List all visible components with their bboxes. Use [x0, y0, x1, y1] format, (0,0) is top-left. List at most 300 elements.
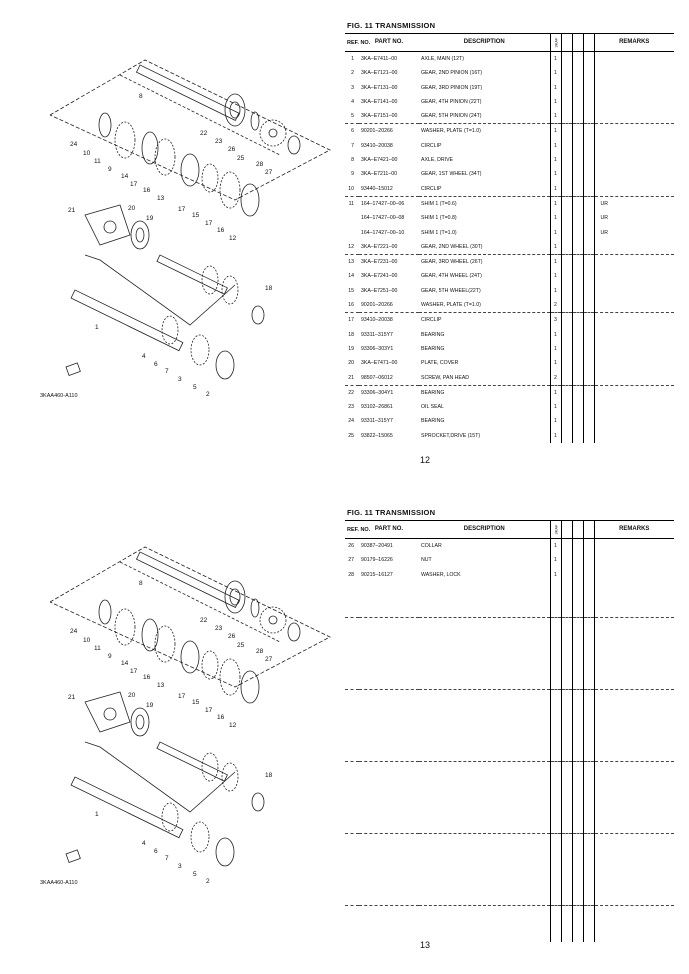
svg-text:15: 15 [192, 699, 200, 706]
empty-cell [561, 371, 572, 386]
description-cell: SCREW, PAN HEAD [421, 374, 470, 381]
empty-cell [572, 109, 583, 124]
empty-cell [583, 167, 594, 181]
part-number-cell: 90201–20266 [359, 124, 419, 139]
empty-cell [561, 196, 572, 211]
ref-cell: 5 [351, 113, 354, 120]
empty-cell [550, 617, 561, 689]
empty-cell [583, 284, 594, 298]
part-number-cell: 98507–06012 [361, 374, 393, 381]
svg-text:14: 14 [121, 660, 129, 667]
empty-cell [572, 539, 583, 554]
empty-cell [583, 240, 594, 255]
svg-text:20: 20 [128, 692, 136, 699]
remarks-cell [594, 81, 674, 95]
empty-cell [561, 833, 572, 905]
col-model: 3KAF [550, 34, 561, 52]
col-desc: DESCRIPTION [419, 521, 550, 539]
remarks-cell [594, 284, 674, 298]
empty-cell [561, 95, 572, 109]
empty-cell [561, 582, 572, 618]
empty-cell [561, 568, 572, 582]
svg-text:12: 12 [229, 235, 237, 242]
empty-cell [359, 617, 419, 689]
svg-text:7: 7 [165, 855, 169, 862]
ref-cell: 20 [348, 360, 354, 367]
empty-cell [561, 385, 572, 400]
empty-cell [572, 124, 583, 139]
part-number-cell: 93410–20038 [361, 142, 393, 149]
empty-cell [345, 905, 359, 942]
remarks-cell [594, 400, 674, 414]
empty-cell [594, 617, 674, 689]
description-cell: WASHER, LOCK [421, 571, 461, 578]
empty-cell [572, 689, 583, 761]
svg-text:17: 17 [205, 707, 213, 714]
description-cell: CIRCLIP [421, 142, 442, 149]
description-cell: SPROCKET,DRIVE (15T) [421, 432, 481, 439]
description-cell: AXLE, MAIN (12T) [421, 56, 464, 62]
ref-cell: 19 [348, 345, 354, 352]
table-row [345, 255, 674, 270]
ref-cell: 22 [345, 385, 359, 400]
empty-cell [561, 539, 572, 554]
empty-cell [572, 226, 583, 240]
table-row [345, 568, 674, 582]
svg-text:23: 23 [215, 138, 223, 145]
empty-cell [572, 211, 583, 225]
remarks-cell [594, 328, 674, 342]
remarks-cell [594, 553, 674, 567]
part-number-cell: 90387–20491 [361, 543, 393, 549]
svg-text:28: 28 [256, 161, 264, 168]
empty-cell [359, 761, 419, 833]
svg-text:16: 16 [217, 714, 225, 721]
part-number-cell: 3KA–E7471–00 [361, 360, 398, 367]
diagram-code: 3KAA460-A110 [40, 880, 78, 886]
figure-title: FIG. 11 TRANSMISSION [347, 21, 436, 30]
empty-cell [419, 905, 550, 942]
col-empty [561, 521, 572, 539]
description-cell: OIL SEAL [421, 404, 444, 411]
table-row [345, 313, 674, 328]
empty-cell [594, 689, 674, 761]
empty-row [345, 833, 674, 905]
svg-text:22: 22 [200, 130, 208, 137]
quantity-cell: 1 [550, 226, 561, 240]
quantity-cell: 1 [550, 196, 561, 211]
remarks-cell [594, 429, 674, 443]
svg-text:5: 5 [193, 871, 197, 878]
empty-cell [572, 328, 583, 342]
svg-text:1: 1 [95, 324, 99, 331]
empty-cell [583, 196, 594, 211]
exploded-diagram [40, 532, 340, 892]
empty-row [345, 761, 674, 833]
description-cell: GEAR, 1ST WHEEL (34T) [421, 171, 482, 178]
remarks-cell [594, 313, 674, 328]
svg-text:8: 8 [139, 580, 143, 587]
empty-cell [561, 240, 572, 255]
empty-cell [561, 139, 572, 153]
ref-cell: 23 [348, 404, 354, 411]
table-row [345, 385, 674, 400]
empty-cell [572, 313, 583, 328]
ref-cell: 9 [351, 171, 354, 178]
remarks-cell [594, 385, 674, 400]
remarks-cell [594, 124, 674, 139]
empty-cell [419, 582, 550, 618]
empty-cell [561, 313, 572, 328]
empty-cell [572, 553, 583, 567]
svg-text:18: 18 [265, 772, 273, 779]
quantity-cell: 1 [550, 81, 561, 95]
empty-cell [583, 400, 594, 414]
empty-cell [561, 414, 572, 428]
part-number-cell: 3KA–E7131–00 [361, 84, 398, 91]
quantity-cell: 1 [550, 95, 561, 109]
table-row [345, 211, 674, 225]
description-cell: GEAR, 3RD WHEEL (26T) [419, 255, 550, 270]
quantity-cell: 1 [550, 539, 561, 554]
quantity-cell: 1 [550, 429, 561, 443]
table-row [345, 429, 674, 443]
svg-text:16: 16 [217, 227, 225, 234]
page-number: 12 [420, 455, 431, 465]
description-cell: WASHER, PLATE (T=1.0) [419, 124, 550, 139]
quantity-cell: 1 [550, 167, 561, 181]
quantity-cell: 1 [550, 553, 561, 567]
empty-row [345, 582, 674, 618]
table-row [345, 66, 674, 80]
col-part: PART NO. [359, 34, 419, 52]
quantity-cell: 3 [550, 313, 561, 328]
empty-cell [550, 905, 561, 942]
empty-cell [572, 761, 583, 833]
empty-cell [572, 371, 583, 386]
empty-cell [572, 298, 583, 313]
col-desc: DESCRIPTION [419, 34, 550, 52]
remarks-cell [594, 298, 674, 313]
empty-cell [561, 52, 572, 67]
empty-cell [583, 617, 594, 689]
svg-text:10: 10 [83, 637, 91, 644]
table-row [345, 124, 674, 139]
empty-cell [345, 617, 359, 689]
empty-cell [572, 139, 583, 153]
description-cell: COLLAR [421, 543, 442, 549]
quantity-cell: 2 [550, 371, 561, 386]
table-row [345, 414, 674, 428]
empty-cell [572, 356, 583, 370]
col-empty [561, 34, 572, 52]
empty-cell [572, 342, 583, 356]
description-cell: GEAR, 5TH WHEEL(22T) [421, 287, 481, 294]
svg-text:17: 17 [130, 181, 138, 188]
empty-cell [359, 582, 419, 618]
svg-text:23: 23 [215, 625, 223, 632]
description-cell: CIRCLIP [421, 185, 442, 192]
svg-text:27: 27 [265, 169, 273, 176]
part-number-cell: 164–17427–00–06 [359, 196, 419, 211]
col-empty [583, 521, 594, 539]
svg-text:16: 16 [143, 187, 151, 194]
empty-cell [572, 617, 583, 689]
remarks-cell: UR [594, 226, 674, 240]
empty-cell [561, 255, 572, 270]
description-cell: SHIM 1 (T=0.8) [421, 215, 457, 222]
figure-title: FIG. 11 TRANSMISSION [347, 508, 436, 517]
svg-text:24: 24 [70, 141, 78, 148]
description-cell: GEAR, 5TH PINION (24T) [421, 113, 482, 120]
empty-cell [572, 255, 583, 270]
empty-cell [572, 81, 583, 95]
empty-cell [345, 582, 359, 618]
svg-text:19: 19 [146, 215, 154, 222]
col-empty [572, 34, 583, 52]
remarks-cell [594, 52, 674, 67]
quantity-cell: 1 [550, 284, 561, 298]
table-row [345, 182, 674, 197]
empty-cell [550, 582, 561, 618]
description-cell: BEARING [421, 345, 445, 352]
col-ref: REF. NO. [345, 34, 359, 52]
part-number-cell: 3KA–E7241–00 [361, 273, 398, 280]
table-row [345, 240, 674, 255]
remarks-cell [594, 342, 674, 356]
col-part: PART NO. [359, 521, 419, 539]
empty-cell [550, 761, 561, 833]
empty-cell [561, 66, 572, 80]
description-cell: NUT [421, 557, 432, 564]
part-number-cell: 3KA–E7121–00 [361, 70, 398, 77]
svg-text:8: 8 [139, 93, 143, 100]
empty-cell [561, 284, 572, 298]
svg-text:14: 14 [121, 173, 129, 180]
description-cell: BEARING [421, 331, 445, 338]
empty-cell [583, 211, 594, 225]
description-cell: GEAR, 3RD PINION (19T) [421, 84, 483, 91]
part-number-cell: 93306–303Y1 [361, 345, 394, 352]
empty-cell [572, 905, 583, 942]
remarks-cell [594, 182, 674, 197]
remarks-cell [594, 153, 674, 167]
svg-text:22: 22 [200, 617, 208, 624]
empty-cell [572, 284, 583, 298]
empty-cell [550, 833, 561, 905]
description-cell: SHIM 1 (T=0.6) [419, 196, 550, 211]
ref-cell: 21 [348, 374, 354, 381]
part-number-cell: 93440–15012 [361, 185, 393, 192]
quantity-cell: 1 [550, 400, 561, 414]
ref-cell: 15 [348, 287, 354, 294]
empty-cell [583, 761, 594, 833]
svg-text:6: 6 [154, 361, 158, 368]
description-cell: AXLE, DRIVE [421, 157, 454, 164]
quantity-cell: 1 [550, 328, 561, 342]
empty-cell [419, 689, 550, 761]
description-cell: CIRCLIP [419, 313, 550, 328]
empty-cell [561, 429, 572, 443]
empty-cell [583, 568, 594, 582]
quantity-cell: 1 [550, 182, 561, 197]
empty-cell [583, 342, 594, 356]
description-cell: GEAR, 4TH WHEEL (24T) [421, 273, 482, 280]
col-model: 3KAF [550, 521, 561, 539]
part-number-cell: 90201–20266 [361, 302, 393, 309]
ref-cell: 17 [345, 313, 359, 328]
quantity-cell: 1 [550, 211, 561, 225]
quantity-cell: 2 [550, 298, 561, 313]
table-row [345, 52, 674, 67]
empty-cell [561, 269, 572, 283]
col-empty [583, 34, 594, 52]
quantity-cell: 1 [550, 568, 561, 582]
svg-text:25: 25 [237, 642, 245, 649]
svg-text:19: 19 [146, 702, 154, 709]
empty-cell [561, 553, 572, 567]
svg-text:3: 3 [178, 376, 182, 383]
transmission-exploded-view [40, 532, 340, 892]
transmission-exploded-view [40, 45, 340, 405]
empty-cell [561, 689, 572, 761]
svg-text:26: 26 [228, 146, 236, 153]
ref-cell [345, 226, 359, 240]
svg-text:13: 13 [157, 682, 165, 689]
empty-cell [583, 153, 594, 167]
remarks-cell [594, 568, 674, 582]
empty-row [345, 689, 674, 761]
table-row [345, 109, 674, 124]
part-number-cell: 3KA–E7221–00 [361, 243, 398, 250]
svg-text:17: 17 [205, 220, 213, 227]
empty-cell [583, 429, 594, 443]
empty-cell [583, 371, 594, 386]
empty-cell [572, 196, 583, 211]
svg-text:10: 10 [83, 150, 91, 157]
empty-cell [561, 298, 572, 313]
table-row [345, 196, 674, 211]
remarks-cell [594, 95, 674, 109]
empty-cell [359, 689, 419, 761]
svg-text:27: 27 [265, 656, 273, 663]
empty-cell [583, 414, 594, 428]
table-row [345, 298, 674, 313]
empty-cell [583, 553, 594, 567]
quantity-cell: 1 [550, 414, 561, 428]
part-number-cell: 93306–304Y1 [359, 385, 419, 400]
svg-text:17: 17 [130, 668, 138, 675]
empty-cell [345, 833, 359, 905]
ref-cell: 16 [348, 302, 354, 309]
svg-text:24: 24 [70, 628, 78, 635]
diagram-drawing [50, 60, 330, 379]
description-cell: SHIM 1 (T=1.0) [421, 229, 457, 236]
empty-cell [583, 66, 594, 80]
quantity-cell: 1 [550, 52, 561, 67]
remarks-cell [594, 139, 674, 153]
empty-cell [583, 226, 594, 240]
empty-cell [583, 52, 594, 67]
ref-cell: 12 [348, 243, 354, 250]
quantity-cell: 1 [550, 139, 561, 153]
empty-cell [594, 761, 674, 833]
remarks-cell [594, 66, 674, 80]
empty-cell [572, 269, 583, 283]
svg-text:18: 18 [265, 285, 273, 292]
table-row [345, 269, 674, 283]
part-number-cell: 164–17427–00–10 [361, 229, 405, 236]
part-number-cell: 93102–26861 [361, 404, 393, 411]
table-row [345, 356, 674, 370]
ref-cell: 6 [345, 124, 359, 139]
empty-cell [419, 833, 550, 905]
empty-cell [561, 617, 572, 689]
empty-cell [561, 226, 572, 240]
empty-row [345, 617, 674, 689]
part-number-cell: 3KA–E7421–00 [361, 157, 398, 164]
empty-cell [419, 761, 550, 833]
remarks-cell [594, 371, 674, 386]
empty-cell [561, 905, 572, 942]
svg-text:21: 21 [68, 207, 76, 214]
svg-text:7: 7 [165, 368, 169, 375]
remarks-cell [594, 255, 674, 270]
empty-cell [572, 400, 583, 414]
empty-cell [572, 568, 583, 582]
remarks-cell [594, 269, 674, 283]
quantity-cell: 1 [550, 269, 561, 283]
ref-cell: 13 [345, 255, 359, 270]
svg-text:4: 4 [142, 353, 146, 360]
empty-cell [561, 328, 572, 342]
svg-text:21: 21 [68, 694, 76, 701]
empty-cell [583, 269, 594, 283]
empty-cell [561, 182, 572, 197]
empty-cell [345, 761, 359, 833]
empty-cell [550, 689, 561, 761]
remarks-cell [594, 414, 674, 428]
part-number-cell: 3KA–E7151–00 [361, 113, 398, 120]
quantity-cell: 1 [550, 356, 561, 370]
description-cell: BEARING [419, 385, 550, 400]
svg-text:11: 11 [94, 158, 101, 165]
empty-cell [561, 342, 572, 356]
empty-cell [561, 153, 572, 167]
remarks-cell [594, 167, 674, 181]
col-remarks: REMARKS [594, 34, 674, 52]
description-cell: PLATE, COVER [421, 360, 459, 367]
table-row [345, 328, 674, 342]
remarks-cell: UR [594, 211, 674, 225]
empty-cell [572, 414, 583, 428]
svg-text:1: 1 [95, 811, 99, 818]
description-cell: BEARING [421, 418, 445, 425]
table-header [345, 34, 674, 52]
part-number-cell: 3KA–E7211–00 [361, 171, 397, 178]
ref-cell: 4 [351, 98, 354, 105]
empty-cell [583, 385, 594, 400]
ref-cell: 28 [348, 571, 354, 578]
quantity-cell: 1 [550, 255, 561, 270]
empty-cell [561, 109, 572, 124]
description-cell: WASHER, PLATE (T=1.0) [421, 302, 481, 309]
empty-cell [561, 400, 572, 414]
empty-cell [572, 429, 583, 443]
ref-cell: 27 [348, 557, 354, 564]
quantity-cell: 1 [550, 385, 561, 400]
ref-cell: 3 [351, 84, 354, 91]
